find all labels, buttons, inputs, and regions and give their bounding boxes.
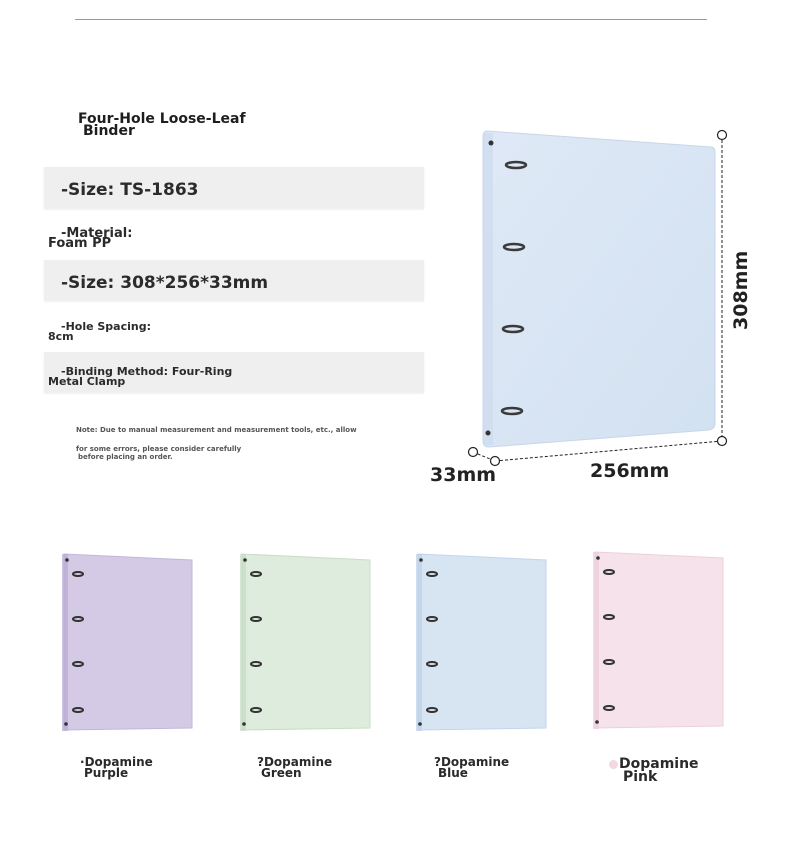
- variant-label-blue: [434, 757, 509, 779]
- dimension-width-label: 256mm: [590, 460, 670, 482]
- marker-corner: [718, 437, 727, 446]
- variant-rivet: [418, 722, 422, 726]
- variant-image-green: [236, 552, 376, 734]
- variant-name-line1: Dopamine: [440, 755, 510, 769]
- spec-material: [44, 226, 424, 255]
- variant-label-green: [257, 757, 332, 779]
- product-title: [78, 113, 246, 137]
- variant-name-line2: Purple: [84, 766, 129, 780]
- note-line2: for some errors, please consider carefully: [76, 445, 242, 453]
- variant-rivet: [65, 558, 69, 562]
- variant-name-line1: Dopamine: [84, 755, 153, 769]
- variant-rivet: [64, 722, 68, 726]
- variant-spine: [416, 554, 422, 731]
- note-line1: Note: Due to manual measurement and measurement tools, etc., allow: [76, 426, 357, 434]
- top-divider: [75, 19, 707, 20]
- variant-name-line2: Blue: [438, 766, 468, 780]
- variant-rivet: [243, 558, 247, 562]
- spec-binding-line2: Metal Clamp: [48, 375, 126, 388]
- variant-prefix: ·: [80, 755, 85, 769]
- variant-rivet: [242, 722, 246, 726]
- spec-binding-line1: -Binding Method: Four-Ring: [61, 365, 233, 378]
- variant-name-line2: Green: [261, 766, 302, 780]
- variant-image-pink: [589, 550, 729, 732]
- hero-rivet-top: [489, 141, 494, 146]
- spec-material-line2: Foam PP: [48, 236, 112, 251]
- variant-label-pink: [609, 758, 699, 784]
- marker-back: [469, 448, 478, 457]
- variant-prefix: ?: [257, 755, 264, 769]
- variant-cover: [64, 554, 192, 730]
- variant-name-line1: Dopamine: [263, 755, 333, 769]
- variant-cover: [595, 552, 723, 728]
- variant-image-purple: [58, 552, 198, 734]
- variant-rivet: [595, 720, 599, 724]
- variant-spine: [240, 554, 246, 731]
- dimension-depth-label: 33mm: [430, 464, 497, 486]
- spec-model-text: -Size: TS-1863: [61, 180, 199, 200]
- spec-model: [44, 167, 424, 209]
- variant-prefix: ?: [434, 755, 441, 769]
- variant-label-purple: [80, 757, 153, 779]
- note-line3: before placing an order.: [78, 453, 173, 461]
- product-title-line2: Binder: [83, 123, 135, 139]
- hero-binder-spine: [483, 133, 493, 445]
- variant-name-line1: Dopamine: [619, 756, 699, 772]
- spec-hole-spacing-line1: -Hole Spacing:: [61, 320, 152, 333]
- variant-name-line2: Pink: [623, 769, 658, 785]
- dimension-height-label: 308mm: [730, 250, 752, 330]
- spec-material-line1: -Material:: [61, 226, 133, 241]
- variant-image-blue: [412, 552, 552, 734]
- hero-rivet-bottom: [486, 431, 491, 436]
- spec-binding: [44, 352, 424, 393]
- marker-top: [718, 131, 727, 140]
- spec-hole-spacing: [44, 322, 424, 346]
- spec-dimensions: [44, 260, 424, 301]
- hero-binder-image: [465, 125, 740, 485]
- variant-rivet: [596, 556, 600, 560]
- hero-binder-cover: [483, 131, 715, 447]
- spec-hole-spacing-line2: 8cm: [48, 330, 74, 343]
- variant-spine: [62, 554, 68, 731]
- pink-dot-icon: [609, 760, 618, 769]
- variant-cover: [418, 554, 546, 730]
- product-title-line1: Four-Hole Loose-Leaf: [78, 111, 246, 127]
- variant-cover: [242, 554, 370, 730]
- variant-spine: [593, 552, 599, 729]
- variant-rivet: [419, 558, 423, 562]
- spec-dimensions-text: -Size: 308*256*33mm: [61, 273, 269, 293]
